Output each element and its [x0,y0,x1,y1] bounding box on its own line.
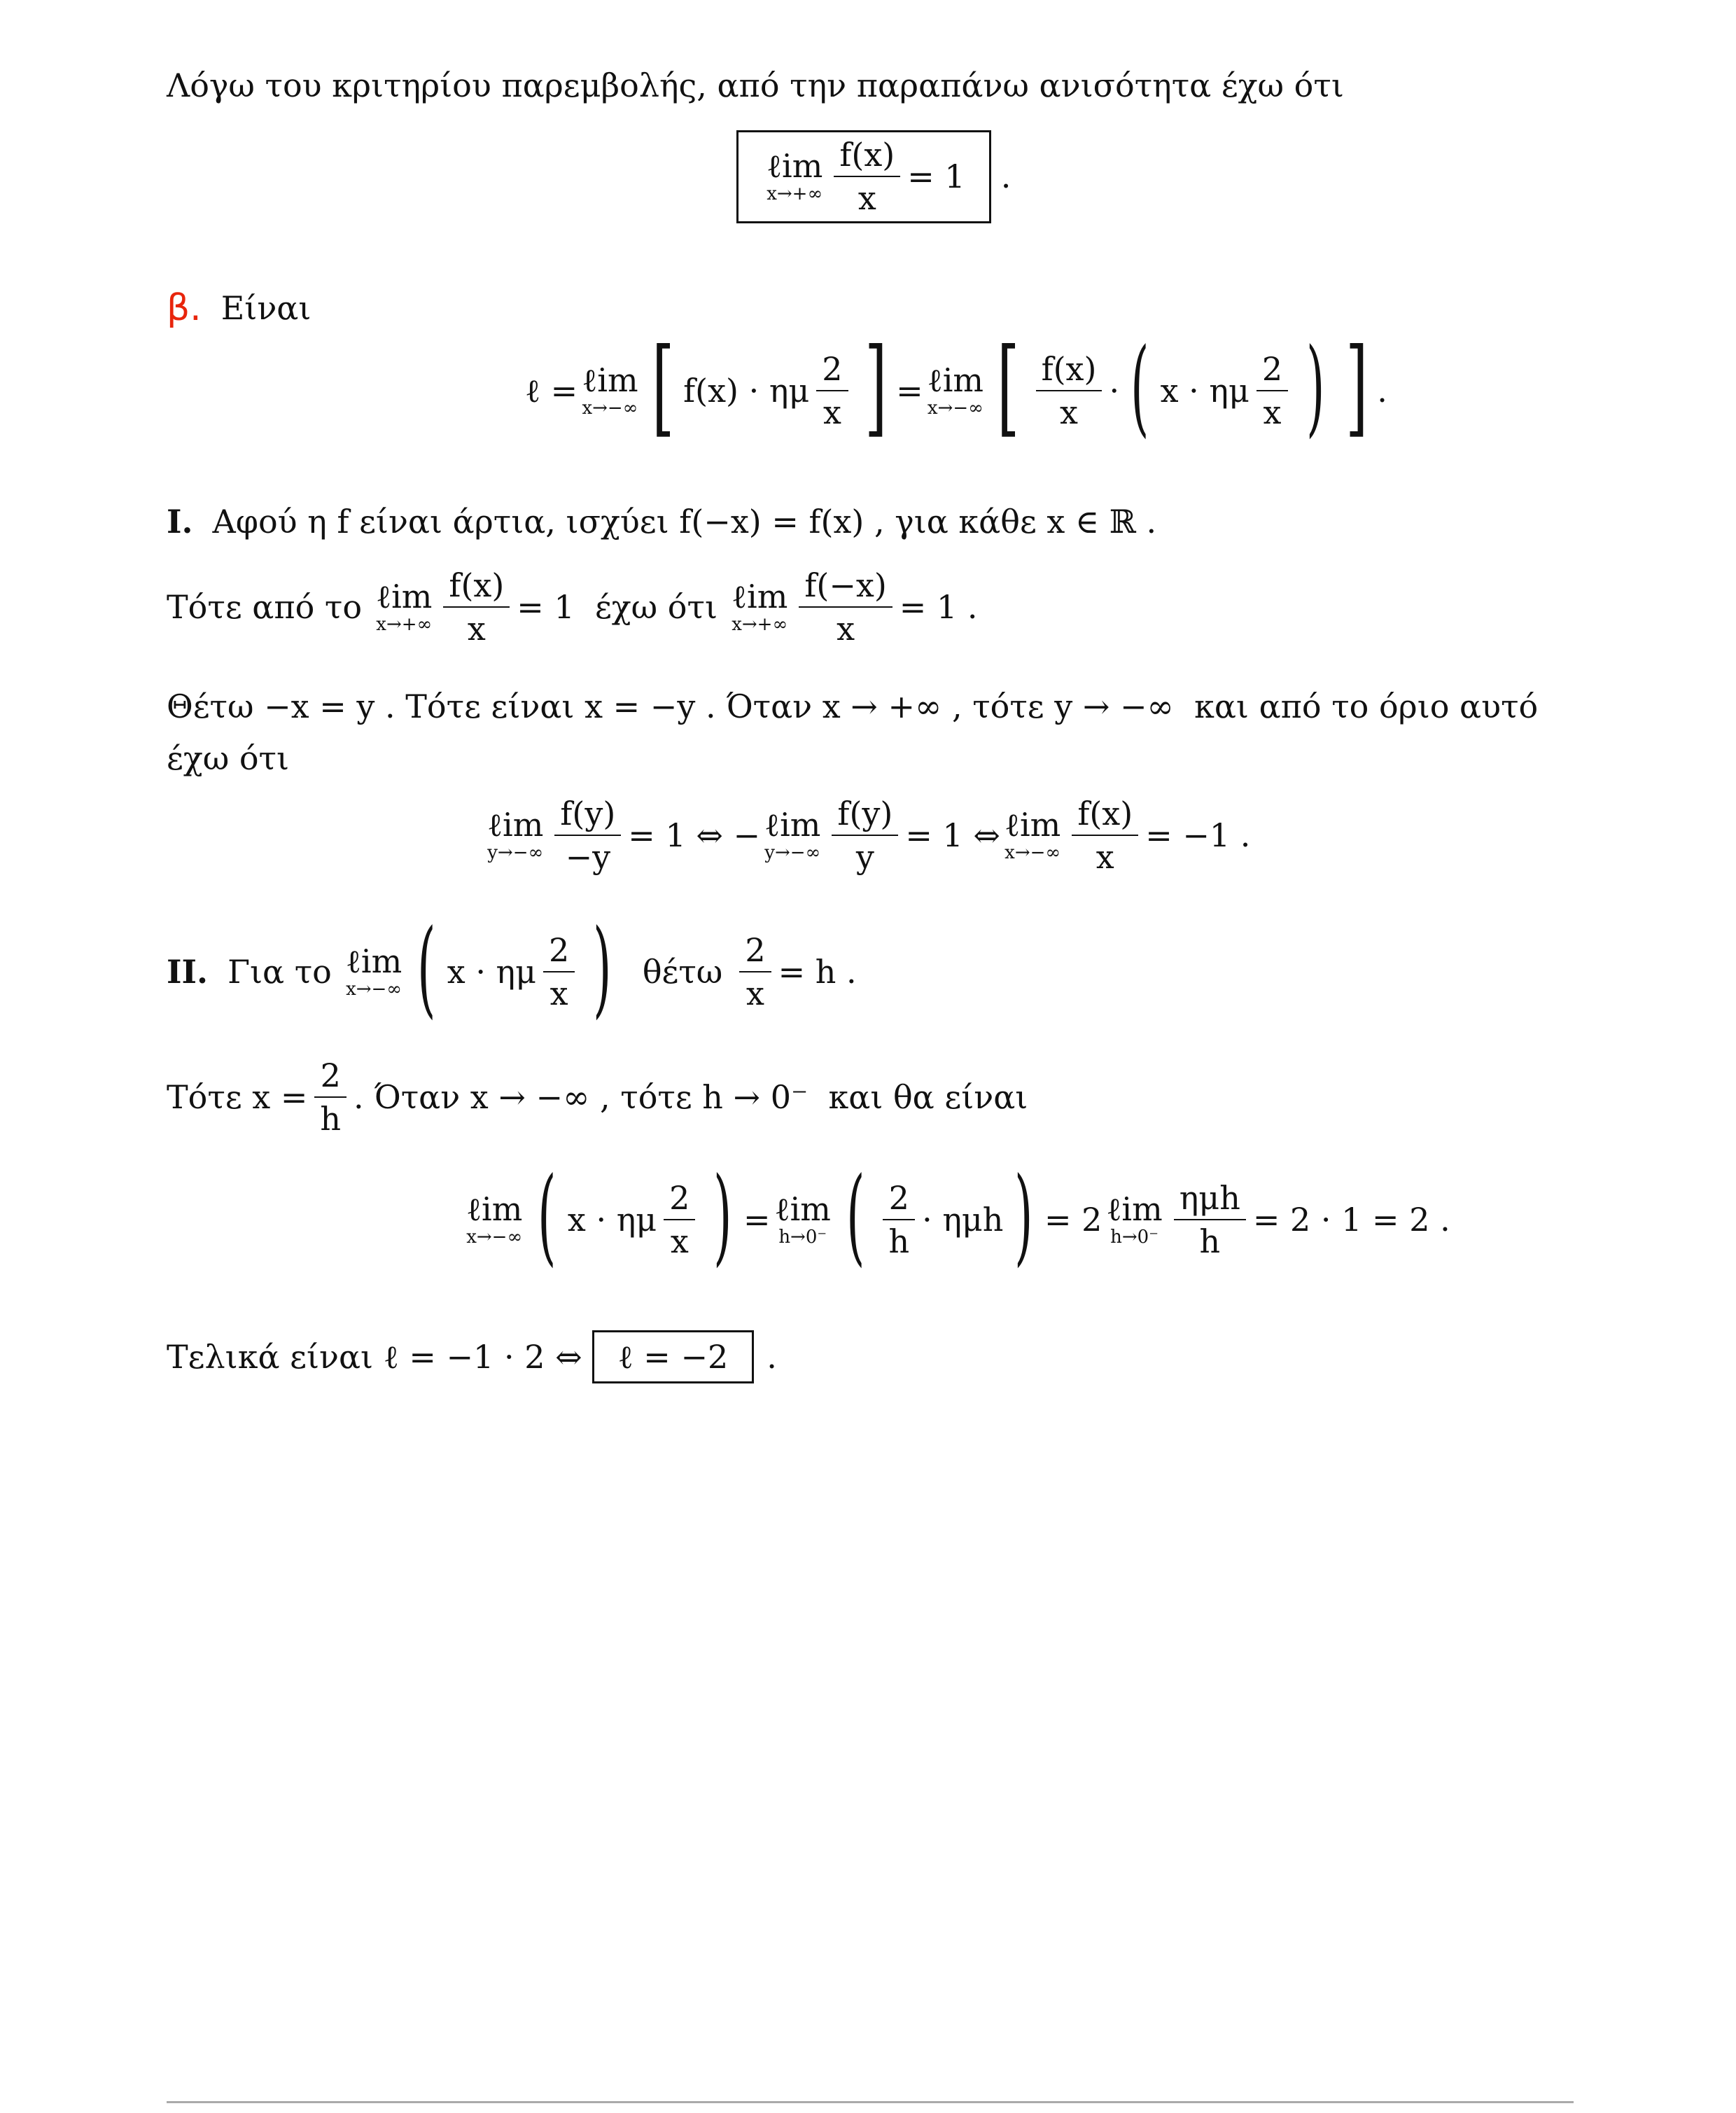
fraction [832,795,898,877]
numerator: f(y) [560,795,616,832]
period: . [766,1338,777,1376]
equivalence: = 1 ⇔ [905,816,1000,855]
line-prefix: Τότε x = [167,1078,308,1117]
lim-subscript: x→+∞ [766,183,823,205]
denominator: y [832,835,898,874]
footer-rule [167,2101,1574,2103]
lim-word: ℓim [1106,1190,1163,1228]
lim-subscript: y→−∞ [764,842,821,864]
denominator: x [1072,835,1138,874]
fraction [799,566,892,648]
denominator: x [543,971,575,1010]
numerator: f(x) [839,136,895,174]
limit-operator [487,805,544,864]
limit-operator [766,146,823,205]
ell-lhs: ℓ = [525,372,578,410]
lim-word: ℓim [732,577,788,615]
numerator: ημh [1179,1178,1240,1217]
numerator: f(−x) [804,566,887,604]
denominator: x [664,1219,695,1258]
part-middle: θέτω [642,953,723,991]
section-label: β. [167,287,202,329]
final-result [167,1330,777,1383]
limit-operator [466,1192,522,1248]
bracket-open: [ [651,326,674,448]
limit-operator [764,805,821,864]
part-two [167,907,857,1029]
numerator: f(x) [449,566,505,604]
dot: · [1109,372,1120,410]
denominator: x [799,606,892,646]
limit-operator [1004,805,1061,864]
bracket-close: ] [1345,326,1368,448]
fraction [883,1178,915,1260]
lim-subscript: x→+∞ [376,614,433,636]
boxed-result [736,130,991,223]
lim-word: ℓim [764,805,821,844]
denominator: x [443,606,510,646]
equation-limit-result [736,130,1011,223]
numerator: f(x) [1077,795,1133,832]
section-text: Είναι [220,289,312,327]
fraction [739,930,771,1012]
part-end: = h . [778,953,857,991]
denominator: x [816,390,848,429]
numerator: 2 [549,930,570,969]
denominator: h [1174,1219,1246,1258]
line-middle: = 1 έχω ότι [517,588,718,627]
section-beta [167,287,311,329]
term: f(x) · ημ [683,372,810,410]
fraction [554,795,621,877]
lim-subscript: x→−∞ [927,397,983,419]
lim-subscript: h→0⁻ [1110,1226,1158,1248]
limit-operator [1106,1192,1162,1248]
denominator: h [314,1096,346,1136]
lim-word: ℓim [1004,805,1061,844]
denominator: x [1036,390,1102,429]
numerator: 2 [745,930,766,969]
equation-end: = −1 . [1145,816,1251,855]
paragraph-line: Θέτω −x = y . Τότε είναι x = −y . Όταν x → +∞ , τότε y → −∞ και από το όριο αυτό [167,688,1539,725]
part-label: I. [167,503,193,541]
paragraph-line: έχω ότι [167,739,290,777]
paragraph-substitution [167,688,1538,777]
paragraph-text: Λόγω του κριτηρίου παρεμβολής, από την παραπάνω ανισότητα έχω ότι [167,67,1344,104]
line-prefix: Τότε από το [167,588,363,627]
part-prefix: Για το [227,953,332,991]
part-text: Αφού η f είναι άρτια, ισχύει f(−x) = f(x) , για κάθε x ∈ ℝ . [212,503,1157,541]
part-label: II. [167,953,209,991]
paren-open: ( [846,1155,865,1277]
term: x · ημ [567,1201,657,1239]
lim-subscript: x→−∞ [346,978,402,1000]
period: . [1000,158,1011,196]
period: . [1377,372,1387,410]
denominator: x [834,176,900,215]
lim-word: ℓim [766,146,823,185]
denominator: x [739,971,771,1010]
bracket-open: [ [997,326,1020,448]
fraction [664,1178,695,1260]
denominator: x [1256,390,1288,429]
numerator: f(x) [1041,349,1097,388]
lim-word: ℓim [487,805,544,844]
equation-ell-definition [525,326,1387,448]
lim-word: ℓim [927,361,984,399]
equals: = 2 [1044,1201,1102,1239]
paren-close: ) [593,907,612,1029]
equivalence: = 1 ⇔ − [628,816,761,855]
boxed-result: ℓ = −2 [592,1330,755,1383]
limit-operator [927,363,983,419]
paren-open: ( [1130,326,1149,448]
numerator: f(y) [837,795,893,832]
final-prefix: Τελικά είναι ℓ = −1 · 2 ⇔ [167,1338,582,1376]
lim-word: ℓim [376,577,433,615]
lim-subscript: x→−∞ [1004,842,1061,864]
equation-limit-minus-infinity [483,795,1251,877]
numerator: 2 [669,1178,690,1217]
fraction [1072,795,1138,877]
limit-operator [376,577,433,636]
term: x · ημ [447,953,537,991]
paren-close: ) [1014,1155,1033,1277]
fraction [834,138,900,216]
fraction [1174,1178,1246,1260]
denominator: h [883,1219,915,1258]
fraction [443,566,510,648]
fraction [1256,349,1288,431]
numerator: 2 [822,349,843,388]
lim-subscript: x→+∞ [732,614,788,636]
lim-word: ℓim [582,361,638,399]
equation-sine-limit [462,1155,1450,1277]
paren-close: ) [713,1155,732,1277]
lim-subscript: h→0⁻ [778,1226,827,1248]
numerator: 2 [320,1056,341,1094]
limit-operator [775,1192,831,1248]
lim-word: ℓim [774,1190,831,1228]
lim-subscript: x→−∞ [466,1226,523,1248]
equation-end: = 2 · 1 = 2 . [1252,1201,1450,1239]
fraction [1036,349,1102,431]
line-substitution-h [167,1056,1028,1138]
paren-close: ) [1306,326,1325,448]
lim-subscript: x→−∞ [582,397,638,419]
limit-operator [732,577,788,636]
line-even-function-limit [167,566,978,648]
numerator: 2 [888,1178,909,1217]
equals: = [896,372,923,410]
term: · ημh [922,1201,1004,1239]
paren-open: ( [538,1155,556,1277]
part-one [167,503,1156,541]
denominator: −y [554,835,621,874]
lim-subscript: y→−∞ [487,842,544,864]
fraction [816,349,848,431]
line-text: . Όταν x → −∞ , τότε h → 0⁻ και θα είναι [354,1078,1028,1117]
limit-operator [582,363,638,419]
fraction [314,1056,346,1138]
lim-word: ℓim [345,942,402,980]
bracket-close: ] [864,326,887,448]
lim-word: ℓim [466,1190,523,1228]
numerator: 2 [1261,349,1283,388]
paren-open: ( [417,907,436,1029]
paragraph-squeeze [167,67,1344,104]
limit-operator [346,944,402,1000]
equals: = [743,1201,771,1239]
term: x · ημ [1160,372,1250,410]
equation-rhs: = 1 [907,158,965,196]
fraction [543,930,575,1012]
line-end: = 1 . [899,588,978,627]
